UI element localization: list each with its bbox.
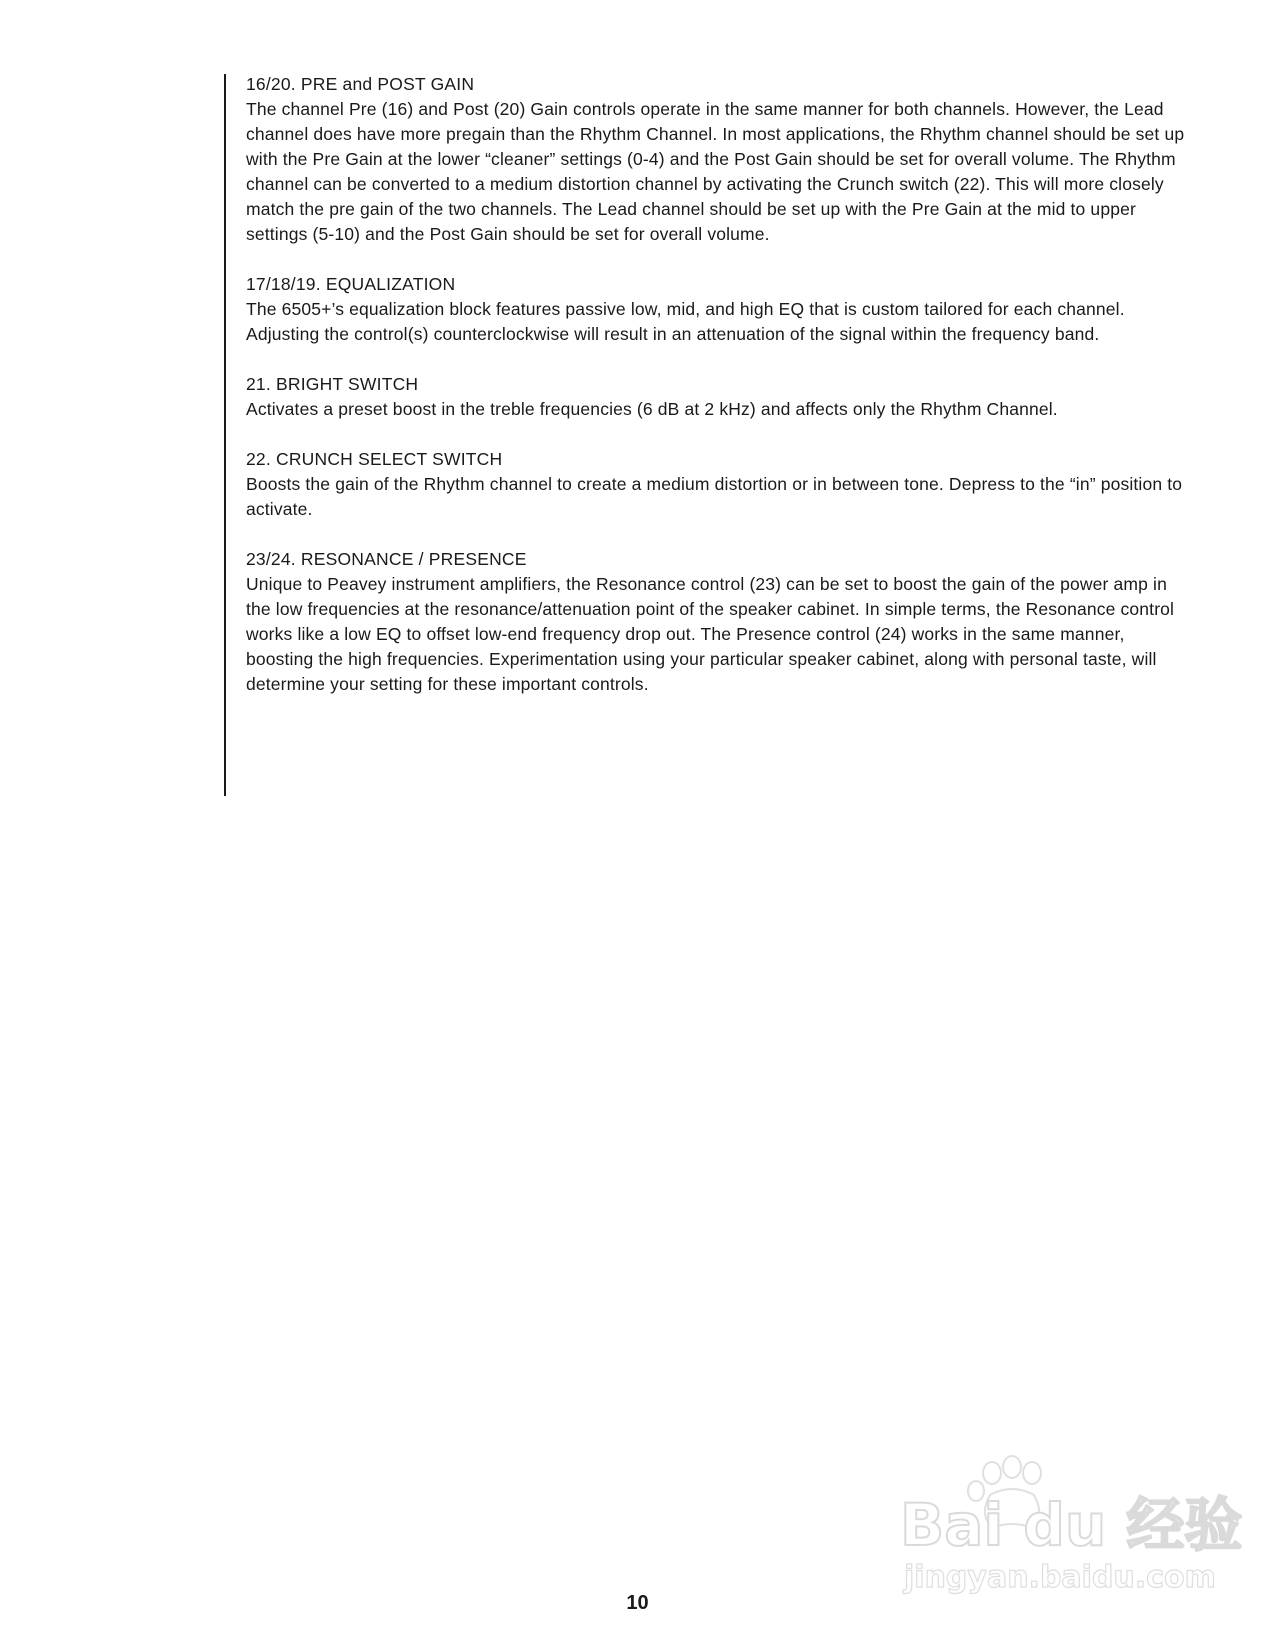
section-heading: 17/18/19. EQUALIZATION xyxy=(246,274,456,294)
section-body: Activates a preset boost in the treble frequencies (6 dB at 2 kHz) and affects only the Rhythm Channel. xyxy=(246,399,1058,419)
watermark-brand: Bai du 经验 xyxy=(900,1491,1243,1559)
section-bright-switch xyxy=(246,372,1196,422)
section-equalization xyxy=(246,272,1196,347)
page-number: 10 xyxy=(626,1592,649,1614)
section-body: Boosts the gain of the Rhythm channel to create a medium distortion or in between tone. Depress to the “in” position to activate. xyxy=(246,474,1183,519)
section-body: The channel Pre (16) and Post (20) Gain controls operate in the same manner for both channels. However, the Lead channel does have more pregain than the Rhythm Channel. In most applications, the Rhythm channel should be set up with the Pre Gain at the lower “cleaner” settings (0-4) and the Post Gain should be set for overall volume. The Rhythm channel can be converted to a medium distortion channel by activating the Crunch switch (22). This will more closely match the pre gain of the two channels. The Lead channel should be set up with the Pre Gain at the mid to upper settings (5-10) and the Post Gain should be set for overall volume. xyxy=(246,99,1185,244)
watermark-url: jingyan.baidu.com xyxy=(904,1560,1216,1595)
baidu-watermark-logo xyxy=(900,1455,1243,1595)
section-body: The 6505+’s equalization block features passive low, mid, and high EQ that is custom tailored for each channel. Adjusting the control(s) counterclockwise will result in an attenuation of the signal within the frequency band. xyxy=(246,299,1125,344)
section-heading: 21. BRIGHT SWITCH xyxy=(246,374,419,394)
manual-content xyxy=(246,72,1196,722)
section-heading: 16/20. PRE and POST GAIN xyxy=(246,74,475,94)
section-heading: 23/24. RESONANCE / PRESENCE xyxy=(246,549,527,569)
section-heading: 22. CRUNCH SELECT SWITCH xyxy=(246,449,503,469)
section-body: Unique to Peavey instrument amplifiers, the Resonance control (23) can be set to boost the gain of the power amp in the low frequencies at the resonance/attenuation point of the speaker cabinet. In simple terms, the Resonance control works like a low EQ to offset low-end frequency drop out. The Presence control (24) works in the same manner, boosting the high frequencies. Experimentation using your particular speaker cabinet, along with personal taste, will determine your setting for these important controls. xyxy=(246,574,1175,694)
margin-rule xyxy=(224,74,226,796)
section-resonance-presence xyxy=(246,547,1196,697)
section-pre-post-gain xyxy=(246,72,1196,247)
section-crunch-select-switch xyxy=(246,447,1196,522)
